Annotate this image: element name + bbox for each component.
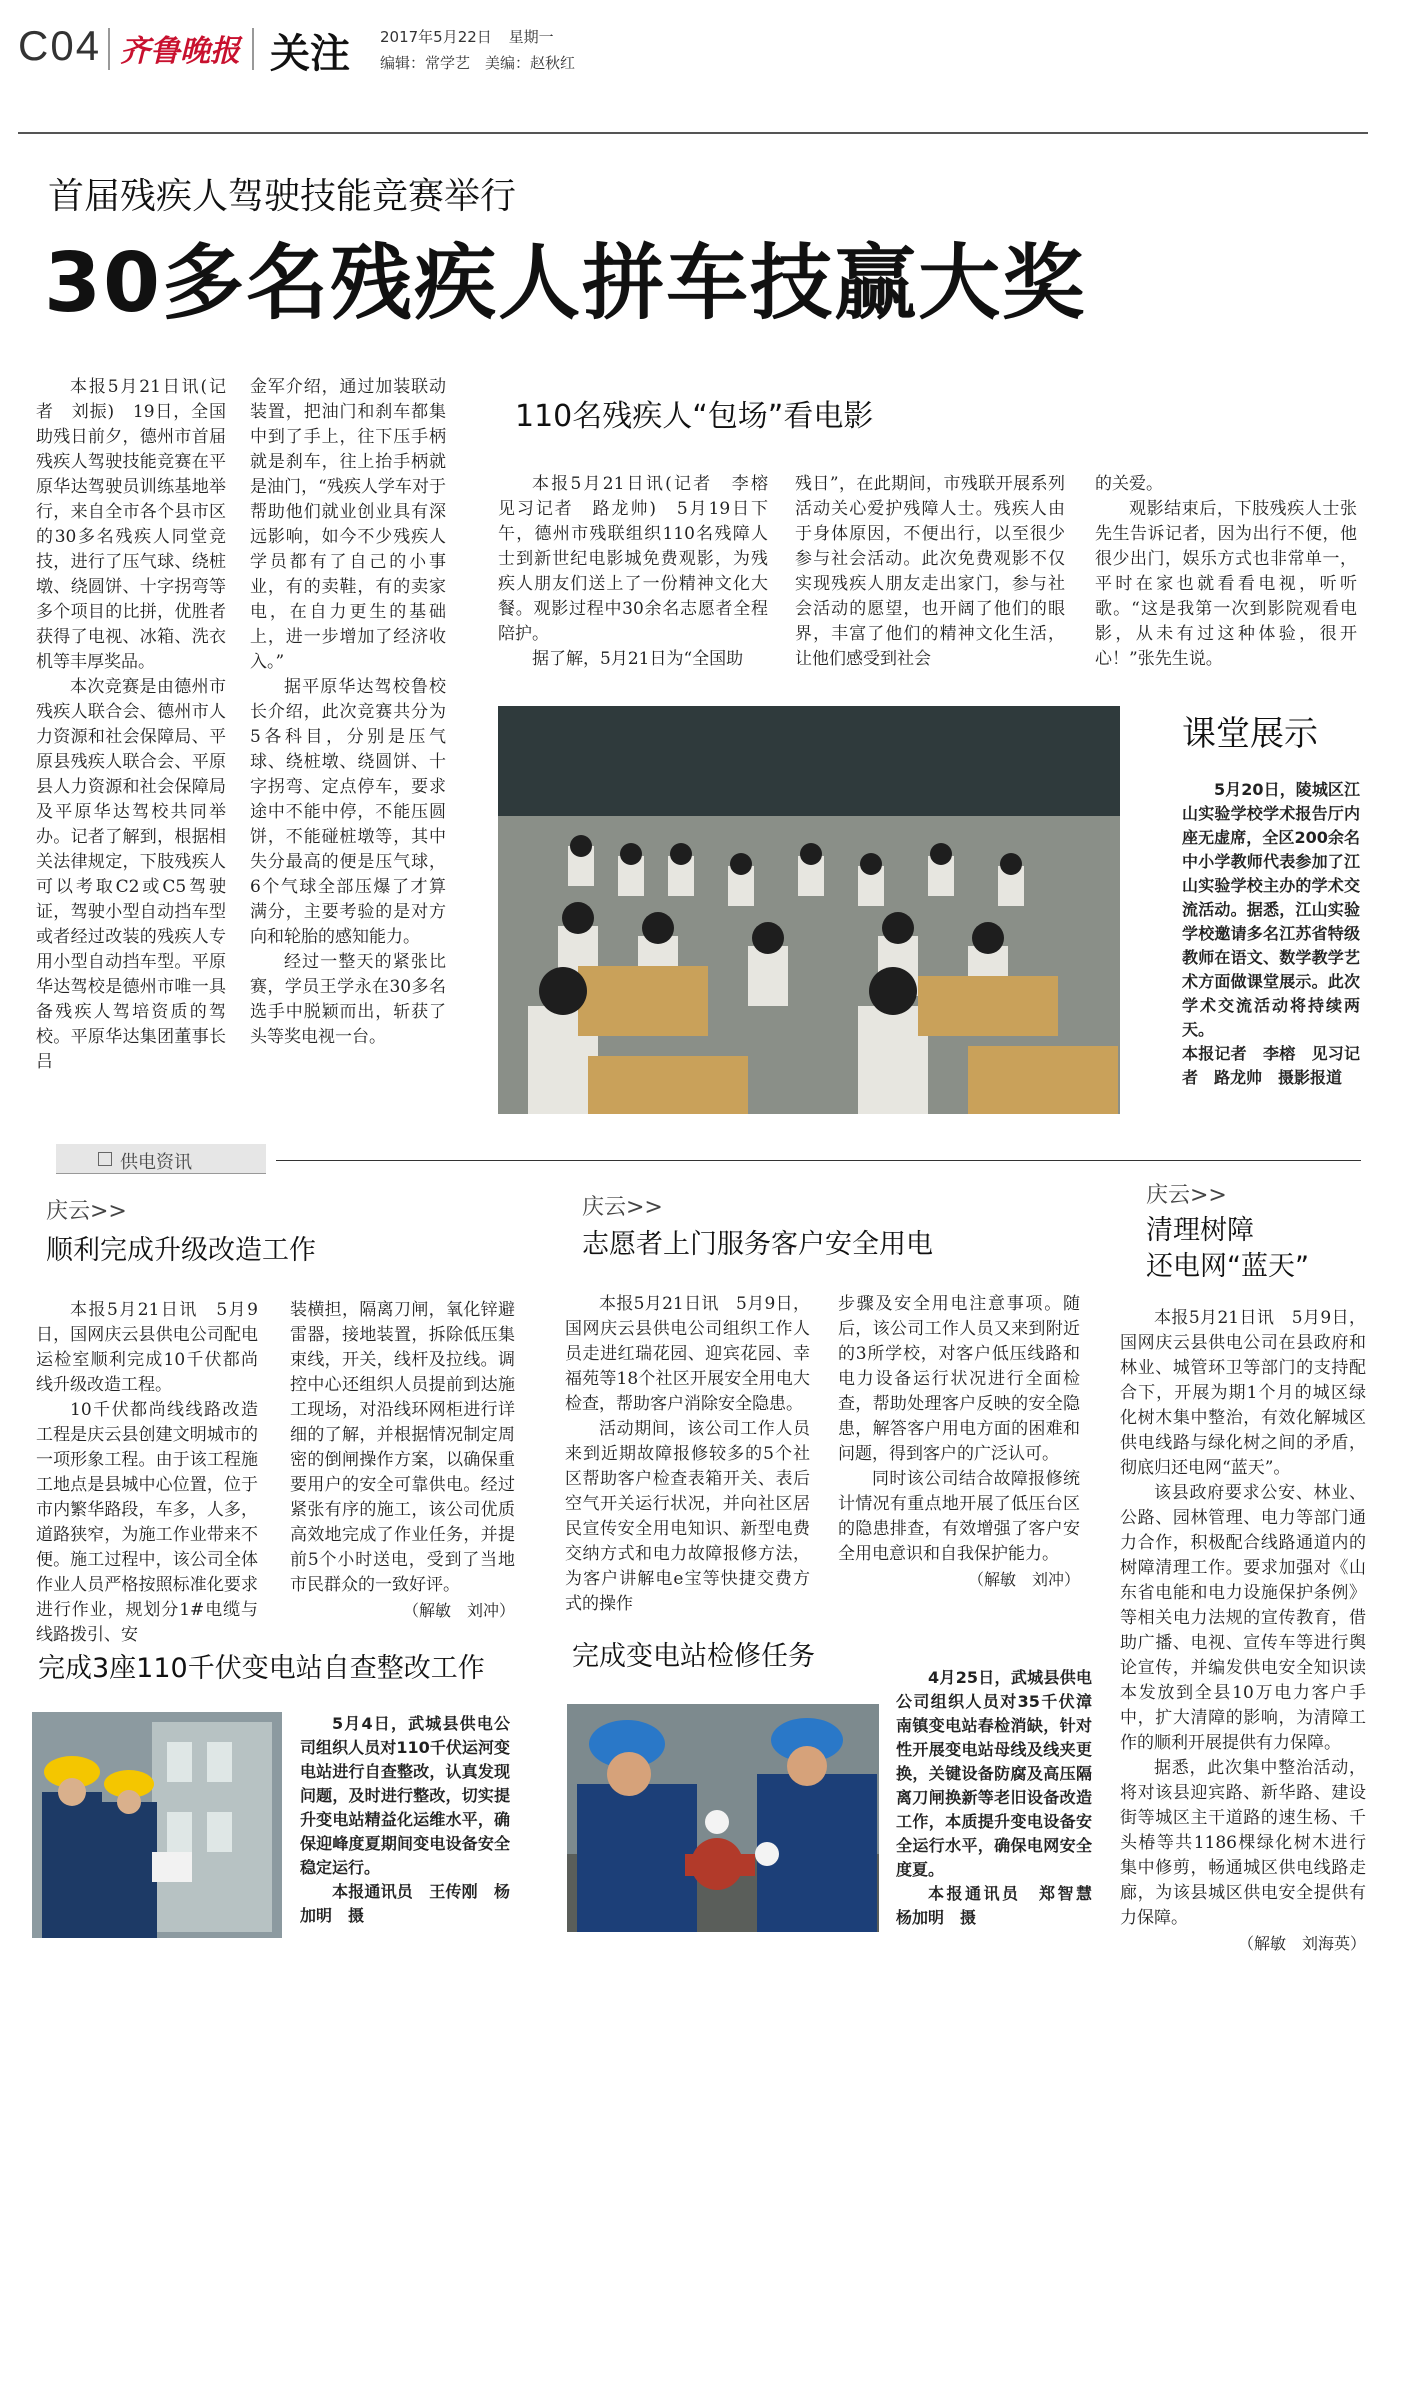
substation-headline: 完成3座110千伏变电站自查整改工作: [38, 1653, 485, 1684]
lead-headline: 30多名残疾人拼车技赢大奖: [44, 236, 1087, 331]
lead-para: 本报5月21日讯(记者 刘振) 19日，全国助残日前夕，德州市首届残疾人驾驶技能竞赛在平原华达驾驶员训练基地举行，来自全市各个县市区的30多名残疾人同堂竞技，进行了压气球、绕桩墩、绕圆饼、十字拐弯等多个项目的比拼，优胜者获得了电视、冰箱、洗衣机等丰厚奖品。: [36, 377, 226, 672]
movie-column-2: [795, 472, 1065, 672]
movie-column-1: [498, 472, 785, 672]
trees-headline-line2: 还电网“蓝天”: [1146, 1251, 1309, 1282]
lead-para: 经过一整天的紧张比赛，学员王学永在30多名选手中脱颖而出，斩获了头等奖电视一台。: [250, 952, 446, 1047]
trees-para: 据悉，此次集中整治活动，将对该县迎宾路、新华路、建设街等城区主干道路的速生杨、千头椿等共1186棵绿化树木进行集中修剪，畅通城区供电线路走廊，为该县城区供电安全提供有力保障。: [1120, 1758, 1366, 1928]
movie-para: 据了解，5月21日为“全国助: [532, 649, 744, 669]
upgrade-para: 10千伏都尚线线路改造工程是庆云县创建文明城市的一项形象工程。由于该工程施工地点是县城中心位置，位于市内繁华路段，车多，人多，道路狭窄，为施工作业带来不便。施工过程中，该公司全体作业人员严格按照标准化要求进行作业，规划分1#电缆与线路拨引、安: [36, 1400, 258, 1645]
substation-illustration: [32, 1712, 282, 1938]
upgrade-para: 装横担，隔离刀闸，氧化锌避雷器，接地装置，拆除低压集束线，开关，线杆及拉线。调控中心还组织人员提前到达施工现场，对沿线环网柜进行详细的了解，并根据情况制定周密的倒闸操作方案，以确保重要用户的安全可靠供电。经过紧张有序的施工，该公司优质高效地完成了作业任务，并提前5个小时送电，受到了当地市民群众的一致好评。: [290, 1300, 515, 1595]
lead-para: 本次竞赛是由德州市残疾人联合会、德州市人力资源和社会保障局、平原县残疾人联合会、平原县人力资源和社会保障局及平原华达驾校共同举办。记者了解到，根据相关法律规定，下肢残疾人可以考取C2或C5驾驶证，驾驶小型自动挡车型或者经过改装的残疾人专用小型自动挡车型。平原华达驾校是德州市唯一具备残疾人驾培资质的驾校。平原华达集团董事长吕: [36, 677, 226, 1072]
classroom-headline: 课堂展示: [1182, 714, 1318, 754]
trees-para: 该县政府要求公安、林业、公路、园林管理、电力等部门通力合作，积极配合线路通道内的树障清理工作。要求加强对《山东省电能和电力设施保护条例》等相关电力法规的宣传教育，借助广播、电视、宣传车等进行舆论宣传，并编发供电安全知识读本发放到全县10万电力客户手中，扩大清障的影响，为清障工作的顺利开展提供有力保障。: [1120, 1483, 1366, 1753]
maintenance-photo: [567, 1704, 879, 1932]
volunteer-para: 步骤及安全用电注意事项。随后，该公司工作人员又来到附近的3所学校，对客户低压线路和电力设备运行状况进行全面检查，帮助处理客户反映的安全隐患，解答客户用电方面的困难和问题，得到客户的广泛认可。: [838, 1294, 1080, 1464]
ad-section-label: 供电资讯: [120, 1152, 192, 1173]
substation-credit: 本报通讯员 王传刚 杨加明 摄: [300, 1882, 510, 1925]
classroom-text: 5月20日，陵城区江山实验学校学术报告厅内座无虚席，全区200余名中小学教师代表参加了江山实验学校主办的学术交流活动。据悉，江山实验学校邀请多名江苏省特级教师在语文、数学教学艺术方面做课堂展示。此次学术交流活动将持续两天。: [1182, 780, 1360, 1039]
masthead-divider: [252, 28, 254, 70]
maintenance-caption: [896, 1666, 1109, 1930]
movie-para: 的关爱。: [1095, 474, 1163, 494]
movie-headline: 110名残疾人“包场”看电影: [515, 399, 874, 434]
section-name: 关注: [270, 31, 350, 77]
volunteer-para: 活动期间，该公司工作人员来到近期故障报修较多的5个社区帮助客户检查表箱开关、表后空气开关运行状况，并向社区居民宣传安全用电知识、新型电费交纳方式和电力故障报修方法，为客户讲解电e宝等快捷交费方式的操作: [565, 1419, 810, 1614]
classroom-photo: [498, 706, 1120, 1114]
movie-para: 本报5月21日讯(记者 李榕 见习记者 路龙帅) 5月19日下午，德州市残联组织110名残障人士到新世纪电影城免费观影，为残疾人朋友们送上了一份精神文化大餐。观影过程中30余名志愿者全程陪护。: [498, 474, 785, 644]
issue-date: [380, 26, 554, 47]
volunteer-para: 本报5月21日讯 5月9日，国网庆云县供电公司组织工作人员走进红瑞花园、迎宾花园、幸福苑等18个社区开展安全用电大检查，帮助客户消除安全隐患。: [565, 1294, 810, 1414]
lead-para: 据平原华达驾校鲁校长介绍，此次竞赛共分为5各科目，分别是压气球、绕桩墩、绕圆饼、十字拐弯、定点停车，要求途中不能中停，不能压圆饼，不能碰桩墩等，其中失分最高的便是压气球，6个气球全部压爆了才算满分，主要考验的是对方向和轮胎的感知能力。: [250, 677, 446, 947]
lead-subtitle: 首届残疾人驾驶技能竞赛举行: [48, 176, 517, 217]
substation-text: 5月4日，武城县供电公司组织人员对110千伏运河变电站进行自查整改，认真发现问题，及时进行整改，切实提升变电站精益化运维水平，确保迎峰度夏期间变电设备安全稳定运行。: [300, 1714, 510, 1877]
date-text: 2017年5月22日: [380, 28, 492, 46]
volunteer-kicker: 庆云>>: [582, 1195, 663, 1220]
editors-line: 编辑：常学艺 美编：赵秋红: [380, 54, 576, 72]
upgrade-credit: （解敏 刘冲）: [402, 1601, 515, 1620]
volunteer-headline: 志愿者上门服务客户安全用电: [582, 1229, 933, 1260]
volunteer-column-2: [838, 1292, 1080, 1592]
maintenance-text: 4月25日，武城县供电公司组织人员对35千伏漳南镇变电站春检消缺，针对性开展变电站母线及线夹更换，关键设备防腐及高压隔离刀闸换新等老旧设备改造工作，本质提升变电设备安全运行水平，确保电网安全度夏。: [896, 1668, 1092, 1879]
classroom-illustration: [498, 706, 1120, 1114]
trees-kicker: 庆云>>: [1146, 1183, 1227, 1208]
volunteer-credit: （解敏 刘冲）: [967, 1570, 1080, 1589]
upgrade-column-1: [36, 1298, 258, 1648]
movie-para: 观影结束后，下肢残疾人士张先生告诉记者，因为出行不便，他很少出门，娱乐方式也非常单一，平时在家也就看看电视，听听歌。“这是我第一次到影院观看电影，从未有过这种体验，很开心！”张先生说。: [1095, 499, 1357, 669]
upgrade-kicker: 庆云>>: [46, 1199, 127, 1224]
upgrade-para: 本报5月21日讯 5月9日，国网庆云县供电公司配电运检室顺利完成10千伏都尚线升级改造工程。: [36, 1300, 258, 1395]
upgrade-column-2: [290, 1298, 515, 1623]
trees-para: 本报5月21日讯 5月9日，国网庆云县供电公司在县政府和林业、城管环卫等部门的支持配合下，开展为期1个月的城区绿化树木集中整治，有效化解城区供电线路与绿化树之间的矛盾，彻底归还电网“蓝天”。: [1120, 1308, 1366, 1478]
lead-column-2: [250, 375, 446, 1050]
ad-section-tab: [56, 1144, 266, 1174]
paper-logo: 齐鲁晚报: [120, 34, 240, 69]
trees-headline-line1: 清理树障: [1146, 1215, 1254, 1246]
movie-para: 残日”，在此期间，市残联开展系列活动关心爱护残障人士。残疾人由于身体原因，不便出行，以至很少参与社会活动。此次免费观影不仅实现残疾人朋友走出家门，参与社会活动的愿望，也开阔了他们的眼界，丰富了他们的精神文化生活，让他们感受到社会: [795, 474, 1065, 669]
maintenance-headline: 完成变电站检修任务: [572, 1641, 815, 1672]
trees-credit: （解敏 刘海英）: [1237, 1934, 1366, 1953]
page-number: C04: [18, 22, 102, 69]
substation-photo: [32, 1712, 282, 1938]
classroom-credit: 本报记者 李榕 见习记者 路龙帅 摄影报道: [1182, 1044, 1360, 1087]
volunteer-para: 同时该公司结合故障报修统计情况有重点地开展了低压台区的隐患排查，有效增强了客户安全用电意识和自我保护能力。: [838, 1469, 1080, 1564]
masthead: [0, 0, 1413, 140]
trees-column: [1120, 1306, 1366, 1956]
maintenance-illustration: [567, 1704, 879, 1932]
section-divider: [36, 1140, 1361, 1180]
movie-column-3: [1095, 472, 1357, 672]
masthead-rule: [18, 132, 1368, 134]
doc-icon: [98, 1152, 112, 1166]
divider-line: [276, 1160, 1361, 1161]
weekday-text: 星期一: [508, 28, 554, 46]
upgrade-headline: 顺利完成升级改造工作: [46, 1235, 316, 1266]
volunteer-column-1: [565, 1292, 810, 1617]
substation-caption: [300, 1712, 510, 1928]
classroom-caption: [1182, 778, 1360, 1090]
masthead-divider: [108, 28, 110, 70]
lead-column-1: [36, 375, 226, 1075]
lead-para: 金军介绍，通过加装联动装置，把油门和刹车都集中到了手上，往下压手柄就是刹车，往上抬手柄就是油门，“残疾人学车对于帮助他们就业创业具有深远影响，如今不少残疾人学员都有了自己的小事业，有的卖鞋，有的卖家电，在自力更生的基础上，进一步增加了经济收入。”: [250, 377, 446, 672]
maintenance-credit: 本报通讯员 郑智慧 杨加明 摄: [896, 1884, 1109, 1927]
